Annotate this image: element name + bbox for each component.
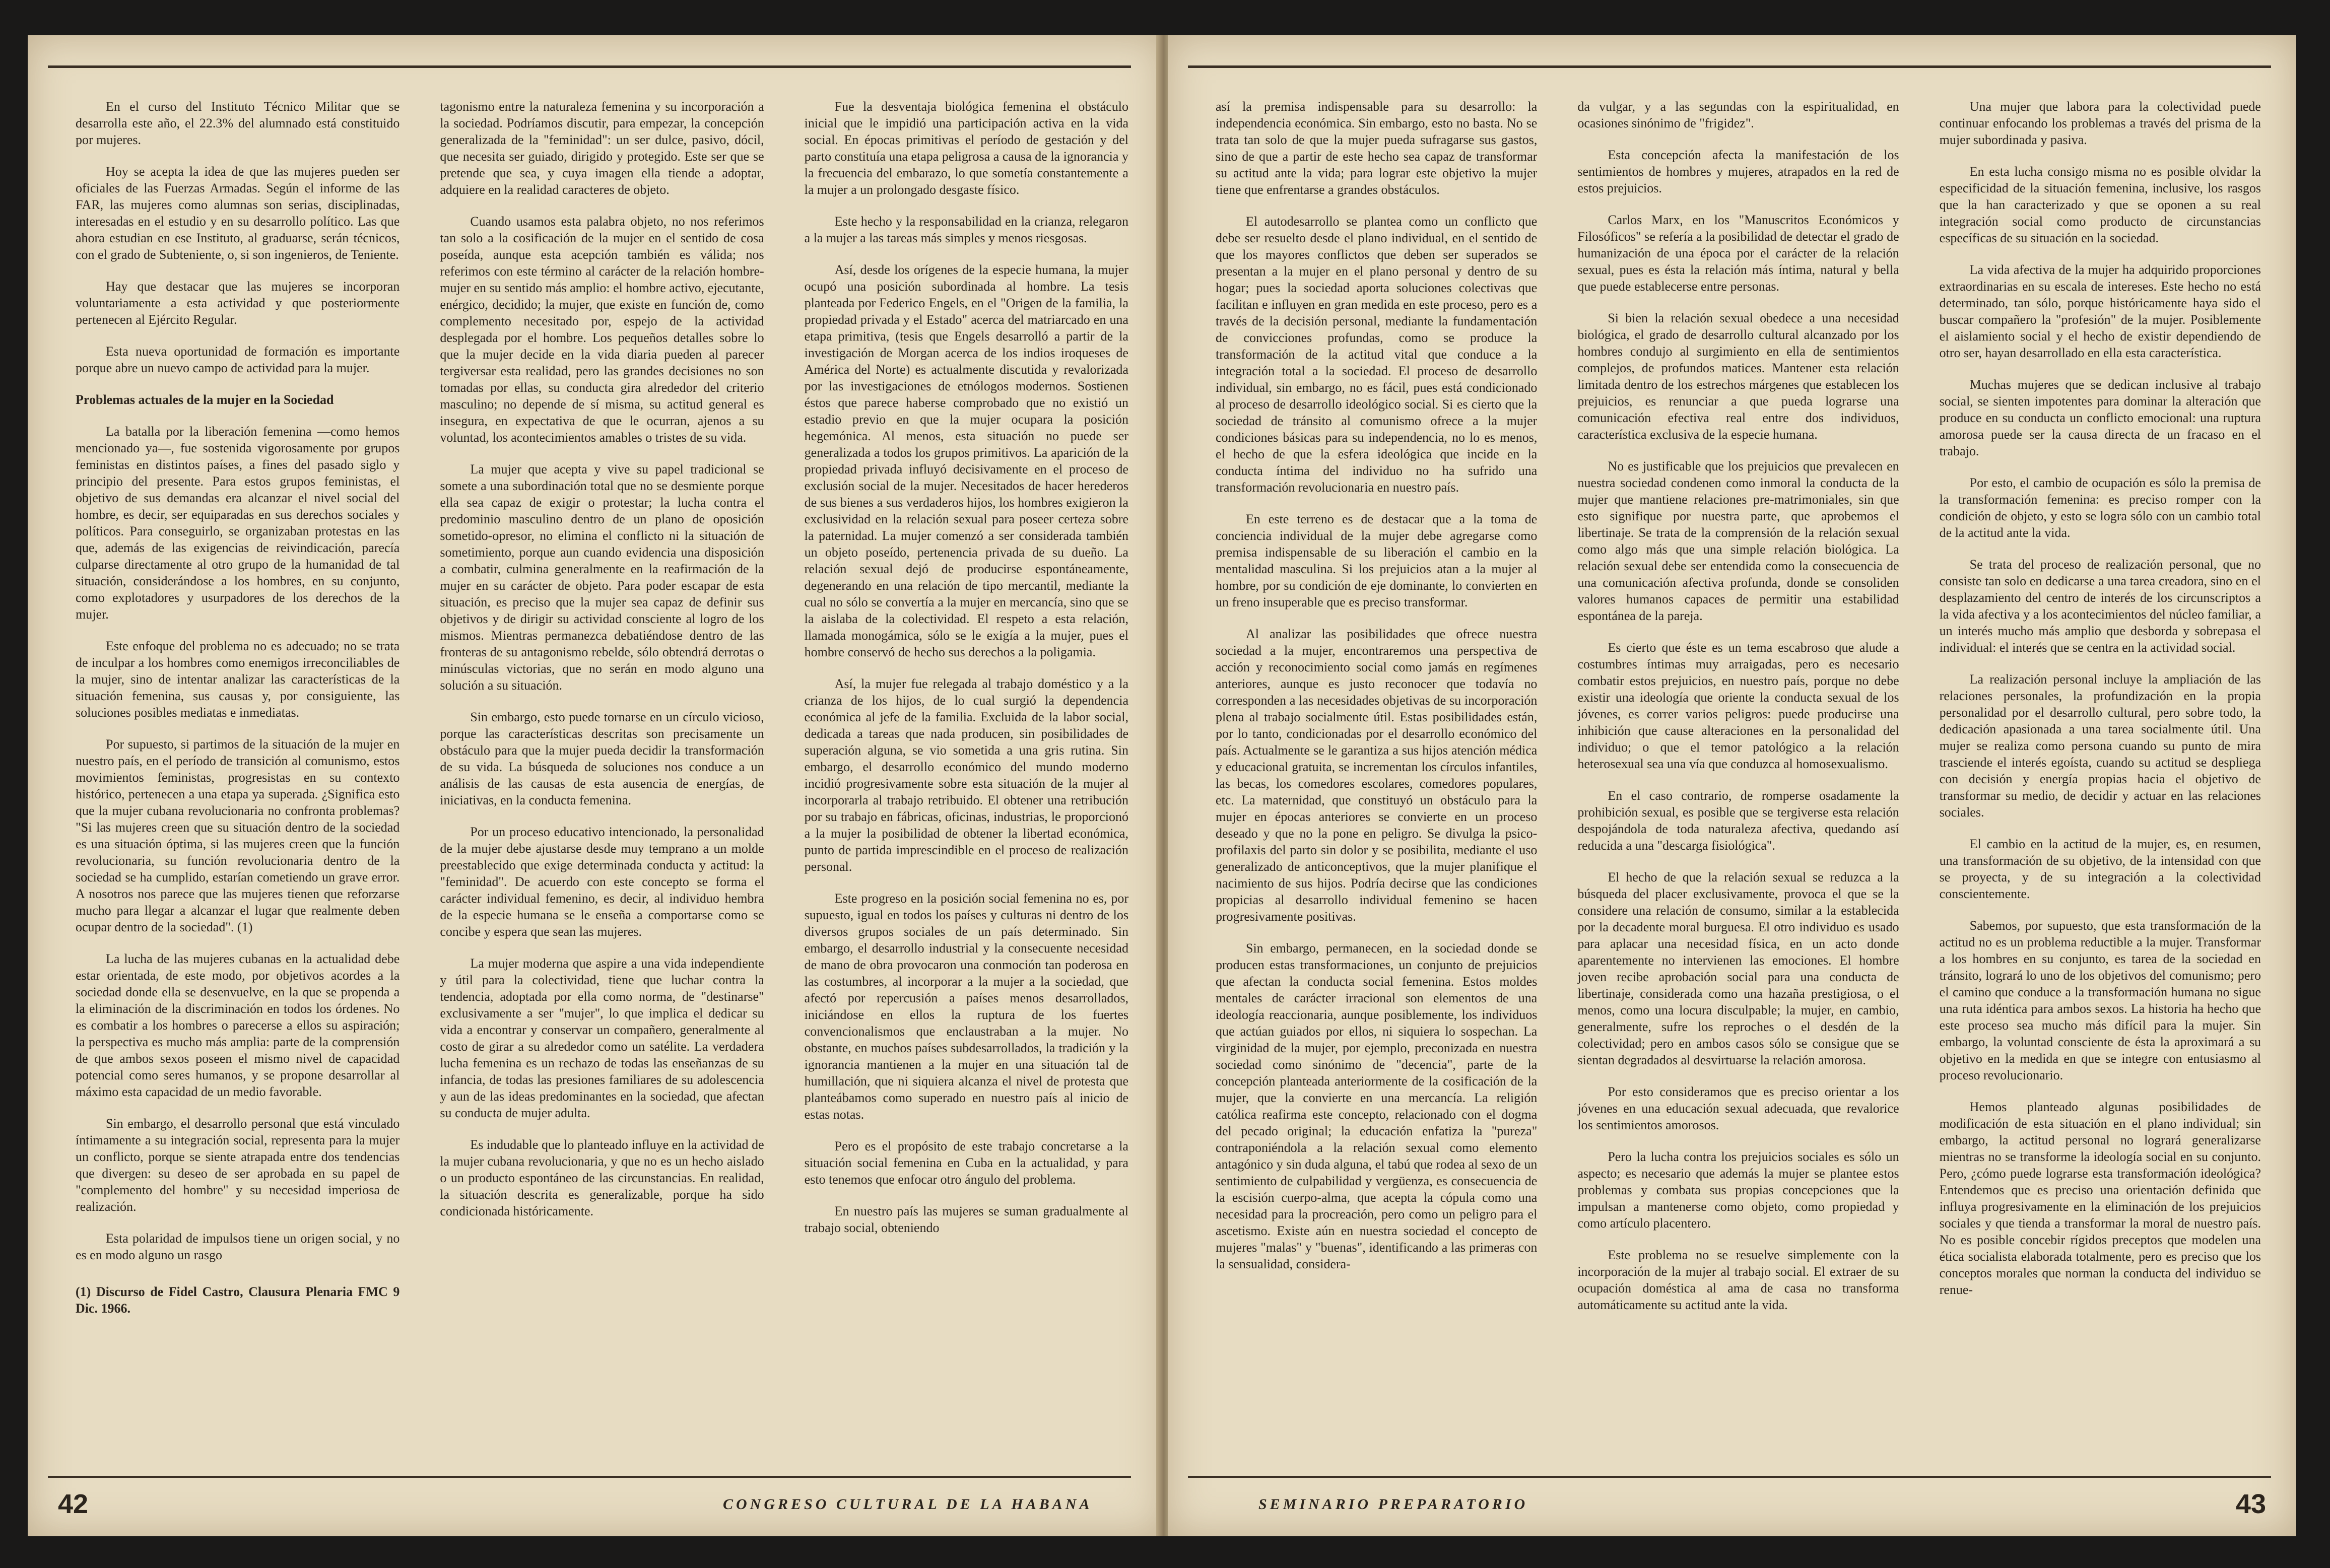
bottom-rule <box>48 1476 1131 1478</box>
paragraph: En el curso del Instituto Técnico Militar que se desarrolla este año, el 22.3% del alumnado está constituido por mujeres. <box>76 99 400 147</box>
paragraph: Sin embargo, esto puede tornarse en un círculo vicioso, porque las características descritas son precisamente un obstáculo para que la mujer pueda decidir la transformación de su vida. La búsqueda de soluciones nos conduce a un análisis de las causas de esta ausencia de energías, de iniciativas, en la conducta femenina. <box>440 710 764 807</box>
paragraph: Carlos Marx, en los "Manuscritos Económicos y Filosóficos" se refería a la posibilidad de detectar el grado de humanización de una época por el carácter de la relación sexual, pues es ésta la relación más íntima, natural y bella que puede establecerse entre personas. <box>1577 213 1899 294</box>
right-columns <box>1216 98 2261 1385</box>
left-column-1 <box>76 98 400 1385</box>
paragraph: Esta concepción afecta la manifestación de los sentimientos de hombres y mujeres, atrapados en la red de estos prejuicios. <box>1577 148 1899 195</box>
paragraph: El cambio en la actitud de la mujer, es, en resumen, una transformación de su objetivo, de la intensidad con que se proyecta, y de su integración a la colectividad conscientemente. <box>1939 837 2261 901</box>
paragraph: Por supuesto, si partimos de la situación de la mujer en nuestro país, en el período de transición al comunismo, estos movimientos feministas, progresistas en su contexto histórico, pertenecen a una etapa ya superada. ¿Significa esto que la mujer cubana revolucionaria no confronta problemas? "Si las mujeres creen que su situación dentro de la sociedad es una situación óptima, si las mujeres creen que la función revolucionaria, su función revolucionaria dentro de la sociedad se ha cumplido, estarían cometiendo un grave error. A nosotros nos parece que las mujeres tienen que reforzarse mucho para llegar a alcanzar el lugar que realmente deben ocupar dentro de la sociedad". (1) <box>76 737 400 934</box>
paragraph: El hecho de que la relación sexual se reduzca a la búsqueda del placer exclusivamente, provoca el que se la considere una relación de consumo, similar a la establecida por la decadente moral burguesa. El otro individuo es usado para aplacar una necesidad física, en un acto donde aparentemente no intervienen las emociones. El hombre joven recibe aprobación social para una conducta de libertinaje, considerada como una hazaña prestigiosa, o el menos, como una locura disculpable; la mujer, en cambio, generalmente, sufre los reproches o el desdén de la colectividad; pero en ambos casos sólo se consigue que se sientan degradados al desvirtuarse la relación amorosa. <box>1577 870 1899 1067</box>
right-column-2 <box>1577 98 1899 1385</box>
paragraph: Sin embargo, permanecen, en la sociedad donde se producen estas transformaciones, un conjunto de prejuicios que afectan la conducta social femenina. Estos moldes mentales de carácter irracional son elementos de una ideología reaccionaria, aunque posiblemente, los individuos que actúan guiados por ellos, ni siquiera lo sospechan. La virginidad de la mujer, por ejemplo, preconizada en nuestra sociedad como sinónimo de "decencia", parte de la concepción planteada anteriormente de la cosificación de la mujer, que la convierte en una mercancía. La religión católica reafirma este concepto, relacionado con el dogma del pecado original; la educación enfatiza la "pureza" contraponiéndola a la relación sexual como elemento antagónico y sin duda alguna, el tabú que rodea al sexo de un sentimiento de culpabilidad y vergüenza, es consecuencia de la escisión cuerpo-alma, que acepta la cópula como una necesidad para la procreación, pero como un peligro para el ascetismo. Existe aún en nuestra sociedad el concepto de mujeres "malas" y "buenas", identificando a las primeras con la sensualidad, considera- <box>1216 941 1538 1271</box>
running-footer: SEMINARIO PREPARATORIO <box>1258 1496 1528 1513</box>
paragraph: Esta nueva oportunidad de formación es importante porque abre un nuevo campo de actividad para la mujer. <box>76 344 400 375</box>
paragraph: Si bien la relación sexual obedece a una necesidad biológica, el grado de desarrollo cultural alcanzado por los hombres condujo al surgimiento en ella de sentimientos complejos, de profundos matices. Mantener esta relación limitada dentro de los estrechos márgenes que establecen los prejuicios, es renunciar a que pueda lograrse una comunicación efectiva real entre dos individuos, característica exclusiva de la especie humana. <box>1577 311 1899 442</box>
paragraph: En este terreno es de destacar que a la toma de conciencia individual de la mujer debe agregarse como premisa indispensable de su liberación el cambio en la mentalidad masculina. Si los prejuicios atan a la mujer al hombre, por su condición de eje dominante, lo convierten en un freno insuperable que es preciso transformar. <box>1216 512 1538 609</box>
paragraph: Esta polaridad de impulsos tiene un origen social, y no es en modo alguno un rasgo <box>76 1231 400 1262</box>
paragraph: Así, desde los orígenes de la especie humana, la mujer ocupó una posición subordinada al hombre. La tesis planteada por Federico Engels, en el "Origen de la familia, la propiedad privada y el Estado" acerca del matriarcado en una etapa primitiva, (tesis que Engels desarrolló a partir de la investigación de Morgan acerca de los indios iroqueses de América del Norte) es actualmente discutida y revalorizada por las investigaciones de etnólogos modernos. Sostienen éstos que parece haberse comprobado que no existió un estadio previo en que la mujer ocupara la posición hegemónica. Al menos, esta situación no puede ser generalizada a todos los grupos primitivos. La aparición de la propiedad privada influyó decisivamente en el proceso de exclusión social de la mujer. Necesitados de hacer herederos de sus bienes a sus verdaderos hijos, los hombres exigieron la exclusividad en la relación sexual para poseer certeza sobre la paternidad. La mujer comenzó a ser considerada también un objeto poseído, pertenencia privada de su dueño. La relación sexual dejó de producirse espontáneamente, degenerando en una relación de tipo mercantil, mediante la cual no sólo se convertía a la mujer en mercancía, sino que se la aislaba de la colectividad. El respeto a esta relación, llamada monogámica, sólo se le exigía a la mujer, pues el hombre conservó de hecho sus derechos a la poligamia. <box>804 262 1128 659</box>
paragraph: El autodesarrollo se plantea como un conflicto que debe ser resuelto desde el plano individual, en el sentido de que los mayores conflictos que deben ser superados se presentan a la mujer en el plano personal y dentro de su hogar; pues la sociedad aporta soluciones colectivas que facilitan e influyen en gran medida en este proceso, pero es a través de la decisión personal, mediante la fundamentación de convicciones profundas, como se produce la transformación de la actitud vital que conduce a la integración total a la sociedad. El proceso de desarrollo individual, sin embargo, no es fácil, pues está condicionado al proceso de desarrollo ideológico social. Si es cierto que la sociedad de tránsito al comunismo ofrece a la mujer condiciones básicas para su independencia, no lo es menos, el hecho de que la esfera ideológica que incide en la conducta íntima del individuo no ha sufrido una transformación revolucionaria en nuestro país. <box>1216 214 1538 495</box>
paragraph: En nuestro país las mujeres se suman gradualmente al trabajo social, obteniendo <box>804 1204 1128 1235</box>
paragraph: Este hecho y la responsabilidad en la crianza, relegaron a la mujer a las tareas más simples y menos riesgosas. <box>804 214 1128 245</box>
top-rule <box>48 65 1131 68</box>
left-column-2 <box>440 98 764 1385</box>
paragraph: No es justificable que los prejuicios que prevalecen en nuestra sociedad condenen como inmoral la conducta de la mujer que mantiene relaciones pre-matrimoniales, sin que esto signifique por nuestra parte, que aprobemos el libertinaje. Se trata de la comprensión de la relación sexual como algo más que una simple relación biológica. La relación sexual debe ser entendida como la consecuencia de una comunicación afectiva profunda, donde se consoliden valores humanos capaces de permitir una estabilidad espontánea de la pareja. <box>1577 459 1899 623</box>
paragraph: Por un proceso educativo intencionado, la personalidad de la mujer debe ajustarse desde muy temprano a un molde preestablecido que exige determinada conducta y actitud: la "feminidad". De acuerdo con este concepto se forma el carácter individual femenino, es decir, al individuo hembra de la especie humana se le enseña a comportarse como se concibe y espera que sean las mujeres. <box>440 825 764 939</box>
left-column-3 <box>805 98 1128 1385</box>
paragraph: Por esto, el cambio de ocupación es sólo la premisa de la transformación femenina: es preciso romper con la condición de objeto, y esto se logra sólo con un cambio total de la actitud ante la vida. <box>1939 475 2261 540</box>
paragraph: da vulgar, y a las segundas con la espiritualidad, en ocasiones sinónimo de "frigidez". <box>1577 99 1899 130</box>
top-rule <box>1188 65 2271 68</box>
paragraph: La realización personal incluye la ampliación de las relaciones personales, la profundización en la propia personalidad por el desarrollo cultural, pero sobre todo, la dedicación apasionada a una tarea socialmente útil. Una mujer se realiza como persona cuando su punto de mira trasciende el interés egoísta, cuando su actitud se despliega con decisión y energía propias hacia el objetivo de transformar su medio, de decidir y actuar en las relaciones sociales. <box>1939 672 2261 820</box>
paragraph: Cuando usamos esta palabra objeto, no nos referimos tan solo a la cosificación de la mujer en el sentido de cosa poseída, aunque esta acepción también es válida; nos referimos con este término al carácter de la relación hombre-mujer en su sentido más amplio: el hombre activo, ejecutante, enérgico, decidido; la mujer, que existe en función de, como complemento necesitado por, espejo de la actividad desplegada por el hombre. Los pequeños detalles sobre lo que la mujer decide en la vida diaria pueden al parecer tergiversar esta realidad, pero las grandes decisiones no son tomadas por ellas, su conducta gira alrededor del criterio masculino; no depende de sí misma, su actitud general es insegura, en expectativa de que le ocurran, ajenos a su voluntad, los acontecimientos amables o tristes de su vida. <box>440 214 764 445</box>
paragraph: En esta lucha consigo misma no es posible olvidar la especificidad de la situación femenina, inclusive, los rasgos que la han caracterizado y que se oponen a su real integración social como producto de circunstancias específicas de su situación en la sociedad. <box>1939 164 2261 245</box>
paragraph: tagonismo entre la naturaleza femenina y su incorporación a la sociedad. Podríamos discutir, para empezar, la concepción generalizada de la "feminidad": un ser dulce, pasivo, dócil, que necesita ser guiado, dirigido y protegido. Este ser que se pretende que sea, y cuya imagen ella tiende a adoptar, adquiere en la realidad caracteres de objeto. <box>440 99 764 197</box>
paragraph: Hemos planteado algunas posibilidades de modificación de esta situación en el plano individual; sin embargo, la actitud personal no logrará generalizarse mientras no se transforme la ideología social en su conjunto. Pero, ¿cómo puede lograrse esta transformación ideológica? Entendemos que es preciso una orientación definida que influya progresivamente en la eliminación de los prejuicios sociales y que tienda a transformar la moral de nuestro país. No es posible concebir rígidos preceptos que modelen una ética socialista elaborada totalmente, pero es preciso que los conceptos morales que norman la conducta del individuo se renue- <box>1939 1100 2261 1297</box>
running-footer: CONGRESO CULTURAL DE LA HABANA <box>723 1496 1093 1513</box>
paragraph: Muchas mujeres que se dedican inclusive al trabajo social, se sienten impotentes para dominar la alteración que produce en su conducta un conflicto emocional: una ruptura amorosa puede ser la causa directa de un fracaso en el trabajo. <box>1939 377 2261 458</box>
page-number: 42 <box>58 1489 89 1519</box>
paragraph: Hoy se acepta la idea de que las mujeres pueden ser oficiales de las Fuerzas Armadas. Según el informe de las FAR, las mujeres como alumnas son serias, disciplinadas, interesadas en el estudio y en su desarrollo político. Las que ahora estudian en ese Instituto, al graduarse, serán técnicos, con el grado de Subteniente, o, si son ingenieros, de Teniente. <box>76 164 400 262</box>
paragraph: Es indudable que lo planteado influye en la actividad de la mujer cubana revolucionaria, y que no es un hecho aislado o un producto espontáneo de las circunstancias. En realidad, la situación descrita es generalizable, porque ha sido condicionada históricamente. <box>440 1137 764 1218</box>
paragraph: La vida afectiva de la mujer ha adquirido proporciones extraordinarias en su escala de intereses. Este hecho no está determinado, tan sólo, porque históricamente haya sido el buscar compañero la "profesión" de la mujer. Posiblemente el aislamiento social y el hecho de existir dependiendo de otro ser, hayan desarrollado en ella esta característica. <box>1939 262 2261 360</box>
section-heading: Problemas actuales de la mujer en la Sociedad <box>76 392 334 407</box>
paragraph: Es cierto que éste es un tema escabroso que alude a costumbres íntimas muy arraigadas, pero es necesario combatir estos prejuicios, en nuestro país, porque no debe existir una ideología que oriente la conducta sexual de los jóvenes, es correr varios peligros: puede producirse una inhibición que cause alteraciones en la personalidad del individuo; o que el temor patológico a la relación heterosexual sea una vía que conduzca al homosexualismo. <box>1577 640 1899 771</box>
right-column-3 <box>1940 98 2261 1385</box>
paragraph: La lucha de las mujeres cubanas en la actualidad debe estar orientada, de este modo, por objetivos acordes a la sociedad donde ella se desenvuelve, en la que se propenda a la eliminación de la discriminación en todos los órdenes. No es combatir a los hombres o parecerse a ellos su aspiración; la perspectiva es mucho más amplia: parte de la comprensión de que ambos sexos poseen el mismo nivel de capacidad potencial como seres humanos, y se propone desarrollar al máximo esta capacidad de un medio favorable. <box>76 951 400 1099</box>
paragraph: Este progreso en la posición social femenina no es, por supuesto, igual en todos los países y culturas ni dentro de los diversos grupos sociales de un país determinado. Sin embargo, el desarrollo industrial y la consecuente necesidad de mano de obra provocaron una conmoción tan poderosa en las costumbres, al incorporar a la mujer a la sociedad, que afectó por repercusión a países menos desarrollados, iniciándose en ellos la ruptura de los fuertes convencionalismos que enclaustraban a la mujer. No obstante, en muchos países subdesarrollados, la tradición y la ignorancia mantienen a la mujer en una situación tal de humillación, que ni siquiera alcanza el nivel de protesta que planteábamos como superado en nuestro país al inicio de estas notas. <box>804 891 1128 1122</box>
paragraph: La batalla por la liberación femenina —como hemos mencionado ya—, fue sostenida vigorosamente por grupos feministas en distintos países, a fines del pasado siglo y principio del presente. Para estos grupos feministas, el objetivo de sus demandas era alcanzar el nivel social del hombre, es decir, ser equiparadas en sus derechos sociales y políticos. Para conseguirlo, se organizaban protestas en las que, además de las exigencias de reivindicación, parecía culparse directamente al otro grupo de la humanidad de tal situación, considerándose a los hombres, en su conjunto, como explotadores y usurpadores de los derechos de la mujer. <box>76 424 400 622</box>
paragraph: Una mujer que labora para la colectividad puede continuar enfocando los problemas a través del prisma de la mujer subordinada y pasiva. <box>1939 99 2261 147</box>
right-page <box>1168 35 2296 1536</box>
paragraph: Fue la desventaja biológica femenina el obstáculo inicial que le impidió una participación activa en la vida social. En épocas primitivas el período de gestación y del parto constituía una etapa peligrosa a causa de la ignorancia y la frecuencia del embarazo, lo que sometía constantemente a la mujer a un prolongado desgaste físico. <box>804 99 1128 197</box>
paragraph: Sabemos, por supuesto, que esta transformación de la actitud no es un problema reductible a la mujer. Transformar a los hombres en su conjunto, es tarea de la sociedad en tránsito, logrará lo uno de los objetivos del comunismo; pero el camino que conduce a la transformación humana no sigue una ruta idéntica para ambos sexos. La historia ha hecho que este proceso sea mucho más difícil para la mujer. Sin embargo, la voluntad consciente de ésta la aproximará a su objetivo en la medida en que se integre con entusiasmo al proceso revolucionario. <box>1939 918 2261 1082</box>
paragraph: Sin embargo, el desarrollo personal que está vinculado íntimamente a su integración social, representa para la mujer un conflicto, porque se siente atrapada entre dos tendencias que divergen: su deseo de ser aprobada en su papel de "complemento del hombre" y su necesidad imperiosa de realización. <box>76 1116 400 1214</box>
paragraph: La mujer moderna que aspire a una vida independiente y útil para la colectividad, tiene que luchar contra la tendencia, adoptada por ella como norma, de "destinarse" exclusivamente a ser "mujer", lo que implica el dedicar su vida a encontrar y conservar un compañero, generalmente al costo de girar a su alrededor como un satélite. La verdadera lucha femenina es un rechazo de todas las enseñanzas de su infancia, de todas las presiones familiares de su adolescencia y aun de las ideas predominantes en la sociedad, que afectan su conducta de mujer adulta. <box>440 956 764 1120</box>
paragraph: Pero la lucha contra los prejuicios sociales es sólo un aspecto; es necesario que además la mujer se plantee estos problemas y combata sus propias concepciones que la impulsan a mantenerse como objeto, como propiedad y como artículo placentero. <box>1577 1149 1899 1231</box>
paragraph: Se trata del proceso de realización personal, que no consiste tan solo en dedicarse a una tarea creadora, sino en el desplazamiento del centro de interés de los circunscriptos a la vida afectiva y a los acontecimientos del núcleo familiar, a un interés mucho más amplio que desborda y sobrepasa el individual: el interés que se centra en la actividad social. <box>1939 557 2261 655</box>
bottom-rule <box>1188 1476 2271 1478</box>
paragraph: Así, la mujer fue relegada al trabajo doméstico y a la crianza de los hijos, de lo cual surgió la dependencia económica al jefe de la familia. Excluida de la labor social, dedicada a tareas que nada producen, sin posibilidades de superación alguna, se vio sometida a una gris rutina. Sin embargo, el desarrollo económico del mundo moderno incidió progresivamente sobre esta situación de la mujer al incorporarla al trabajo retribuido. El obtener una retribución por su trabajo en fábricas, oficinas, industrias, le proporcionó a la mujer la posibilidad de obtener la libertad económica, punto de partida imprescindible en el proceso de realización personal. <box>804 676 1128 874</box>
left-page <box>28 35 1164 1536</box>
left-columns <box>76 98 1128 1385</box>
paragraph: Este problema no se resuelve simplemente con la incorporación de la mujer al trabajo social. El extraer de su ocupación doméstica al ama de casa no transforma automáticamente su actitud ante la vida. <box>1577 1248 1899 1312</box>
paragraph: Al analizar las posibilidades que ofrece nuestra sociedad a la mujer, encontraremos una perspectiva de acción y reconocimiento social como jamás en regímenes anteriores, aunque es justo reconocer que todavía no corresponden a las necesidades objetivas de su incorporación plena al trabajo socialmente útil. Estas posibilidades están, por lo tanto, condicionadas por el desarrollo económico del país. Actualmente se le garantiza a sus hijos atención médica y educacional gratuita, se incrementan los círculos infantiles, las becas, los comedores escolares, comedores populares, etc. La maternidad, que constituyó un obstáculo para la mujer en épocas anteriores se convierte en un proceso deseado y que no la pone en peligro. Se divulga la psico-profilaxis del parto sin dolor y se posibilita, mediante el uso generalizado de anticonceptivos, que la mujer planifique el nacimiento de sus hijos. Podría decirse que las condiciones propicias al desarrollo individual femenino se hacen progresivamente positivas. <box>1216 627 1538 924</box>
page-number: 43 <box>2235 1489 2266 1519</box>
paragraph: Pero es el propósito de este trabajo concretarse a la situación social femenina en Cuba en la actualidad, y para esto tenemos que enfocar otro ángulo del problema. <box>804 1139 1128 1187</box>
footnote: (1) Discurso de Fidel Castro, Clausura Plenaria FMC 9 Dic. 1966. <box>76 1284 400 1316</box>
right-column-1 <box>1216 98 1537 1385</box>
paragraph: La mujer que acepta y vive su papel tradicional se somete a una subordinación total que no se desmiente porque ella sea capaz de exigir o protestar; la lucha contra el predominio masculino dentro de un plano de oposición sometido-opresor, no elimina el conflicto ni la situación de sometimiento, porque aun cuando evidencia una disposición a combatir, culmina generalmente en la reafirmación de la mujer en su carácter de objeto. Para poder escapar de esta situación, es preciso que la mujer sea capaz de definir sus objetivos y de dirigir su actividad consciente al logro de los mismos. Mientras permanezca debatiéndose dentro de las fronteras de su antagonismo rebelde, sólo obtendrá derrotas o minúsculas victorias, que no serán en modo alguno una solución a su situación. <box>440 462 764 693</box>
paragraph: Este enfoque del problema no es adecuado; no se trata de inculpar a los hombres como enemigos irreconciliables de la mujer, sino de intentar analizar las características de la situación femenina, sus causas y, por consiguiente, las soluciones posibles mediatas e inmediatas. <box>76 639 400 720</box>
paragraph: En el caso contrario, de romperse osadamente la prohibición sexual, es posible que se tergiverse esta relación despojándola de toda naturaleza afectiva, quedando así reducida a una "descarga fisiológica". <box>1577 788 1899 853</box>
paragraph: Hay que destacar que las mujeres se incorporan voluntariamente a esta actividad y que posteriormente pertenecen al Ejército Regular. <box>76 279 400 327</box>
paragraph: Por esto consideramos que es preciso orientar a los jóvenes en una educación sexual adecuada, que revalorice los sentimientos amorosos. <box>1577 1084 1899 1132</box>
paragraph: así la premisa indispensable para su desarrollo: la independencia económica. Sin embargo, esto no basta. No se trata tan solo de que la mujer pueda sufragarse sus gastos, sino de que a partir de este hecho sea capaz de transformar su actitud ante la vida; para lograr este objetivo la mujer tiene que enfrentarse a grandes obstáculos. <box>1216 99 1538 197</box>
